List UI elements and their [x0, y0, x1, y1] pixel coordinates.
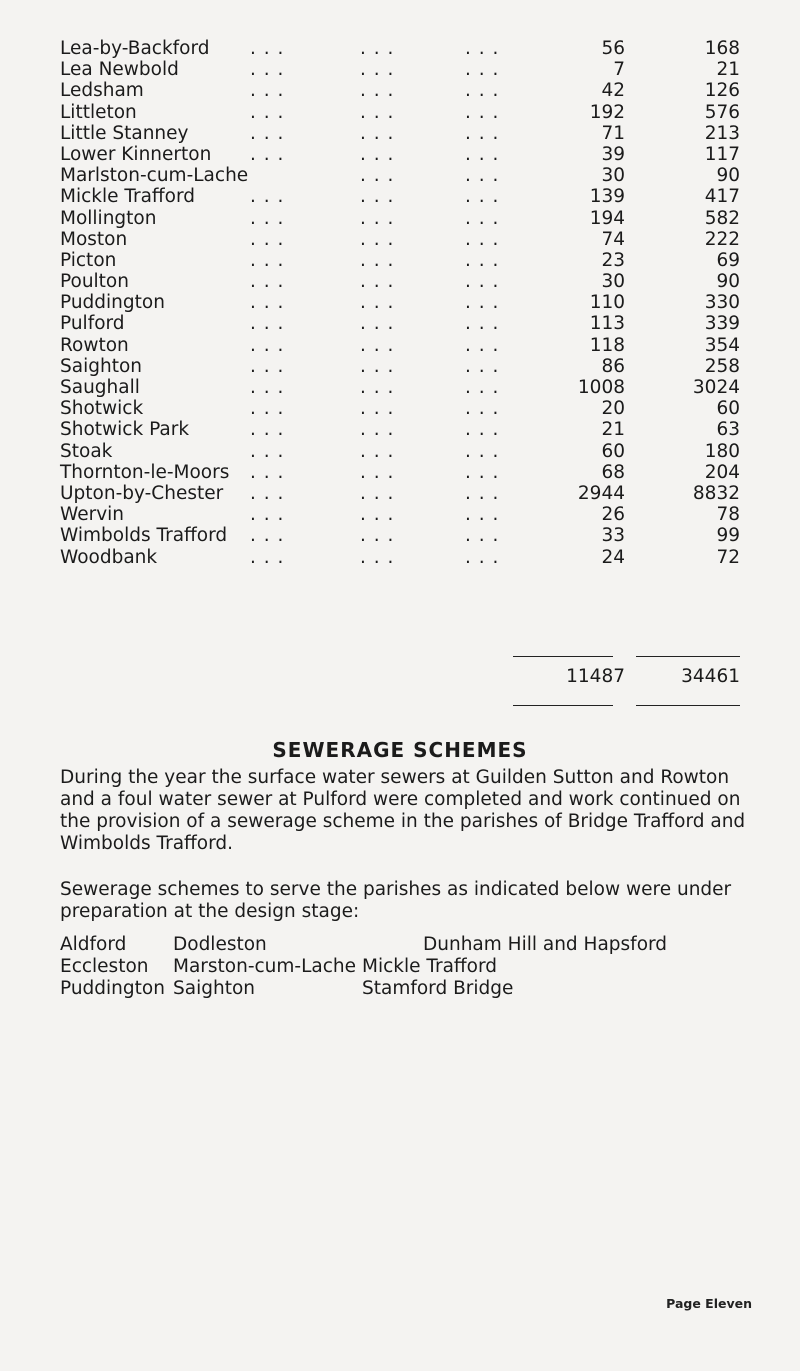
leader-dots: . . . [250, 461, 285, 483]
place-name: Saighton [60, 355, 142, 377]
place-name: Ledsham [60, 80, 144, 102]
leader-dots: . . . [250, 504, 285, 526]
leader-dots: . . . [360, 334, 395, 356]
value-column1: 68 [601, 461, 625, 483]
value-column2: 222 [704, 228, 740, 250]
table-row [60, 504, 740, 525]
value-column1: 192 [589, 101, 625, 123]
leader-dots: . . . [360, 419, 395, 441]
value-column1: 60 [601, 440, 625, 462]
leader-dots: . . . [250, 38, 285, 59]
value-column1: 86 [601, 355, 625, 377]
parish-list-item: Puddington [60, 978, 165, 999]
leader-dots: . . . [465, 271, 500, 293]
leader-dots: . . . [360, 186, 395, 208]
leader-dots: . . . [360, 355, 395, 377]
place-name: Lower Kinnerton [60, 143, 212, 165]
total2-top-rule [636, 656, 740, 657]
leader-dots: . . . [250, 313, 285, 335]
table-row [60, 123, 740, 144]
place-name: Littleton [60, 101, 137, 123]
leader-dots: . . . [250, 525, 285, 547]
value-column2: 78 [716, 504, 740, 526]
value-column1: 33 [601, 525, 625, 547]
leader-dots: . . . [360, 228, 395, 250]
place-name: Poulton [60, 271, 129, 293]
leader-dots: . . . [250, 249, 285, 271]
table-row [60, 377, 740, 398]
value-column2: 339 [704, 313, 740, 335]
table-row [60, 547, 740, 568]
value-column2: 180 [704, 440, 740, 462]
table-row [60, 38, 740, 59]
leader-dots: . . . [465, 419, 500, 441]
place-name: Woodbank [60, 546, 158, 568]
value-column1: 2944 [577, 482, 625, 504]
value-column2: 3024 [692, 377, 740, 398]
value-column2: 21 [716, 59, 740, 81]
leader-dots: . . . [360, 377, 395, 398]
parish-list-item: Mickle Trafford [362, 956, 498, 977]
leader-dots: . . . [360, 461, 395, 483]
place-name: Little Stanney [60, 122, 189, 144]
value-column1: 194 [589, 207, 625, 229]
leader-dots: . . . [465, 249, 500, 271]
value-column2: 168 [704, 38, 740, 59]
leader-dots: . . . [360, 80, 395, 102]
leader-dots: . . . [360, 122, 395, 144]
table-row [60, 483, 740, 504]
place-name: Upton-by-Chester [60, 482, 224, 504]
leader-dots: . . . [250, 80, 285, 102]
leader-dots: . . . [360, 398, 395, 420]
place-name: Shotwick Park [60, 419, 190, 441]
leader-dots: . . . [465, 292, 500, 314]
parish-list-item: Stamford Bridge [362, 978, 514, 999]
value-column1: 1008 [577, 377, 625, 398]
leader-dots: . . . [465, 546, 500, 568]
leader-dots: . . . [360, 207, 395, 229]
value-column1: 74 [601, 228, 625, 250]
leader-dots: . . . [360, 271, 395, 293]
table-row [60, 398, 740, 419]
parish-list-item: Marston-cum-Lache [173, 956, 357, 977]
paragraph-1: During the year the surface water sewers at Guilden Sutton and Rowton and a foul water sewer at Pulford were completed and work continued on the provision of a sewerage scheme in the parishes of Bridge Trafford and Wimbolds Trafford. [60, 767, 746, 854]
leader-dots: . . . [250, 419, 285, 441]
leader-dots: . . . [250, 546, 285, 568]
total-column2: 34461 [681, 666, 740, 687]
value-column2: 582 [704, 207, 740, 229]
leader-dots: . . . [250, 398, 285, 420]
leader-dots: . . . [465, 80, 500, 102]
leader-dots: . . . [360, 546, 395, 568]
place-name: Puddington [60, 292, 165, 314]
leader-dots: . . . [360, 525, 395, 547]
leader-dots: . . . [250, 207, 285, 229]
leader-dots: . . . [360, 292, 395, 314]
table-row [60, 144, 740, 165]
leader-dots: . . . [465, 101, 500, 123]
page-number: Page Eleven [666, 1296, 752, 1311]
leader-dots: . . . [360, 143, 395, 165]
leader-dots: . . . [250, 186, 285, 208]
value-column2: 126 [704, 80, 740, 102]
value-column1: 26 [601, 504, 625, 526]
place-name: Picton [60, 249, 117, 271]
leader-dots: . . . [465, 377, 500, 398]
leader-dots: . . . [360, 249, 395, 271]
leader-dots: . . . [360, 440, 395, 462]
table-row [60, 335, 740, 356]
leader-dots: . . . [250, 377, 285, 398]
leader-dots: . . . [250, 271, 285, 293]
value-column2: 72 [716, 546, 740, 568]
table-row [60, 80, 740, 101]
value-column2: 258 [704, 355, 740, 377]
table-row [60, 441, 740, 462]
place-name: Rowton [60, 334, 129, 356]
table-row [60, 102, 740, 123]
leader-dots: . . . [250, 59, 285, 81]
leader-dots: . . . [250, 228, 285, 250]
leader-dots: . . . [360, 313, 395, 335]
value-column1: 7 [613, 59, 625, 81]
table-row [60, 462, 740, 483]
leader-dots: . . . [250, 122, 285, 144]
leader-dots: . . . [465, 59, 500, 81]
value-column1: 24 [601, 546, 625, 568]
leader-dots: . . . [465, 143, 500, 165]
leader-dots: . . . [465, 525, 500, 547]
leader-dots: . . . [250, 355, 285, 377]
place-name: Stoak [60, 440, 113, 462]
leader-dots: . . . [360, 165, 395, 187]
leader-dots: . . . [250, 440, 285, 462]
value-column1: 39 [601, 143, 625, 165]
leader-dots: . . . [465, 440, 500, 462]
leader-dots: . . . [360, 38, 395, 59]
value-column1: 30 [601, 165, 625, 187]
place-name: Thornton-le-Moors [60, 461, 230, 483]
total2-bottom-rule [636, 705, 740, 706]
paragraph-2: Sewerage schemes to serve the parishes as indicated below were under preparation at the design stage: [60, 879, 732, 922]
value-column2: 63 [716, 419, 740, 441]
value-column1: 30 [601, 271, 625, 293]
value-column2: 354 [704, 334, 740, 356]
leader-dots: . . . [465, 122, 500, 144]
value-column1: 42 [601, 80, 625, 102]
leader-dots: . . . [465, 482, 500, 504]
leader-dots: . . . [465, 186, 500, 208]
leader-dots: . . . [465, 228, 500, 250]
leader-dots: . . . [250, 482, 285, 504]
value-column1: 139 [589, 186, 625, 208]
leader-dots: . . . [360, 504, 395, 526]
parish-list-item: Aldford [60, 934, 127, 955]
leader-dots: . . . [465, 398, 500, 420]
place-name: Lea Newbold [60, 59, 179, 81]
leader-dots: . . . [250, 101, 285, 123]
totals-block [60, 652, 740, 712]
place-name: Wervin [60, 504, 125, 526]
leader-dots: . . . [360, 482, 395, 504]
place-name: Pulford [60, 313, 125, 335]
value-column2: 117 [704, 143, 740, 165]
table-row [60, 208, 740, 229]
leader-dots: . . . [250, 143, 285, 165]
leader-dots: . . . [360, 101, 395, 123]
value-column2: 60 [716, 398, 740, 420]
leader-dots: . . . [465, 207, 500, 229]
total1-top-rule [513, 656, 613, 657]
leader-dots: . . . [465, 313, 500, 335]
value-column1: 71 [601, 122, 625, 144]
parish-list-item: Saighton [173, 978, 255, 999]
total-column1: 11487 [566, 666, 625, 687]
value-column1: 118 [589, 334, 625, 356]
leader-dots: . . . [360, 59, 395, 81]
parish-table [60, 38, 740, 568]
table-row [60, 313, 740, 334]
value-column2: 8832 [692, 482, 740, 504]
place-name: Shotwick [60, 398, 144, 420]
place-name: Wimbolds Trafford [60, 525, 228, 547]
leader-dots: . . . [465, 165, 500, 187]
value-column2: 417 [704, 186, 740, 208]
value-column1: 21 [601, 419, 625, 441]
section-heading: SEWERAGE SCHEMES [272, 738, 528, 762]
table-row [60, 165, 740, 186]
value-column1: 110 [589, 292, 625, 314]
total1-bottom-rule [513, 705, 613, 706]
value-column2: 69 [716, 249, 740, 271]
leader-dots: . . . [465, 504, 500, 526]
leader-dots: . . . [465, 334, 500, 356]
table-row [60, 229, 740, 250]
leader-dots: . . . [465, 355, 500, 377]
table-row [60, 59, 740, 80]
place-name: Saughall [60, 377, 140, 398]
place-name: Moston [60, 228, 128, 250]
table-row [60, 186, 740, 207]
value-column2: 99 [716, 525, 740, 547]
value-column2: 90 [716, 271, 740, 293]
leader-dots: . . . [465, 38, 500, 59]
table-row [60, 250, 740, 271]
leader-dots: . . . [465, 461, 500, 483]
value-column1: 23 [601, 249, 625, 271]
table-row [60, 292, 740, 313]
table-row [60, 419, 740, 440]
value-column1: 113 [589, 313, 625, 335]
table-row [60, 271, 740, 292]
parish-list-item: Dunham Hill and Hapsford [423, 934, 668, 955]
table-row [60, 525, 740, 546]
place-name: Mickle Trafford [60, 186, 196, 208]
value-column2: 90 [716, 165, 740, 187]
value-column1: 20 [601, 398, 625, 420]
table-row [60, 356, 740, 377]
value-column2: 213 [704, 122, 740, 144]
parish-list-item: Eccleston [60, 956, 149, 977]
place-name: Marlston-cum-Lache [60, 165, 249, 187]
place-name: Mollington [60, 207, 157, 229]
value-column2: 576 [704, 101, 740, 123]
leader-dots: . . . [250, 334, 285, 356]
value-column1: 56 [601, 38, 625, 59]
place-name: Lea-by-Backford [60, 38, 210, 59]
parish-list-item: Dodleston [173, 934, 267, 955]
value-column2: 204 [704, 461, 740, 483]
leader-dots: . . . [250, 292, 285, 314]
value-column2: 330 [704, 292, 740, 314]
